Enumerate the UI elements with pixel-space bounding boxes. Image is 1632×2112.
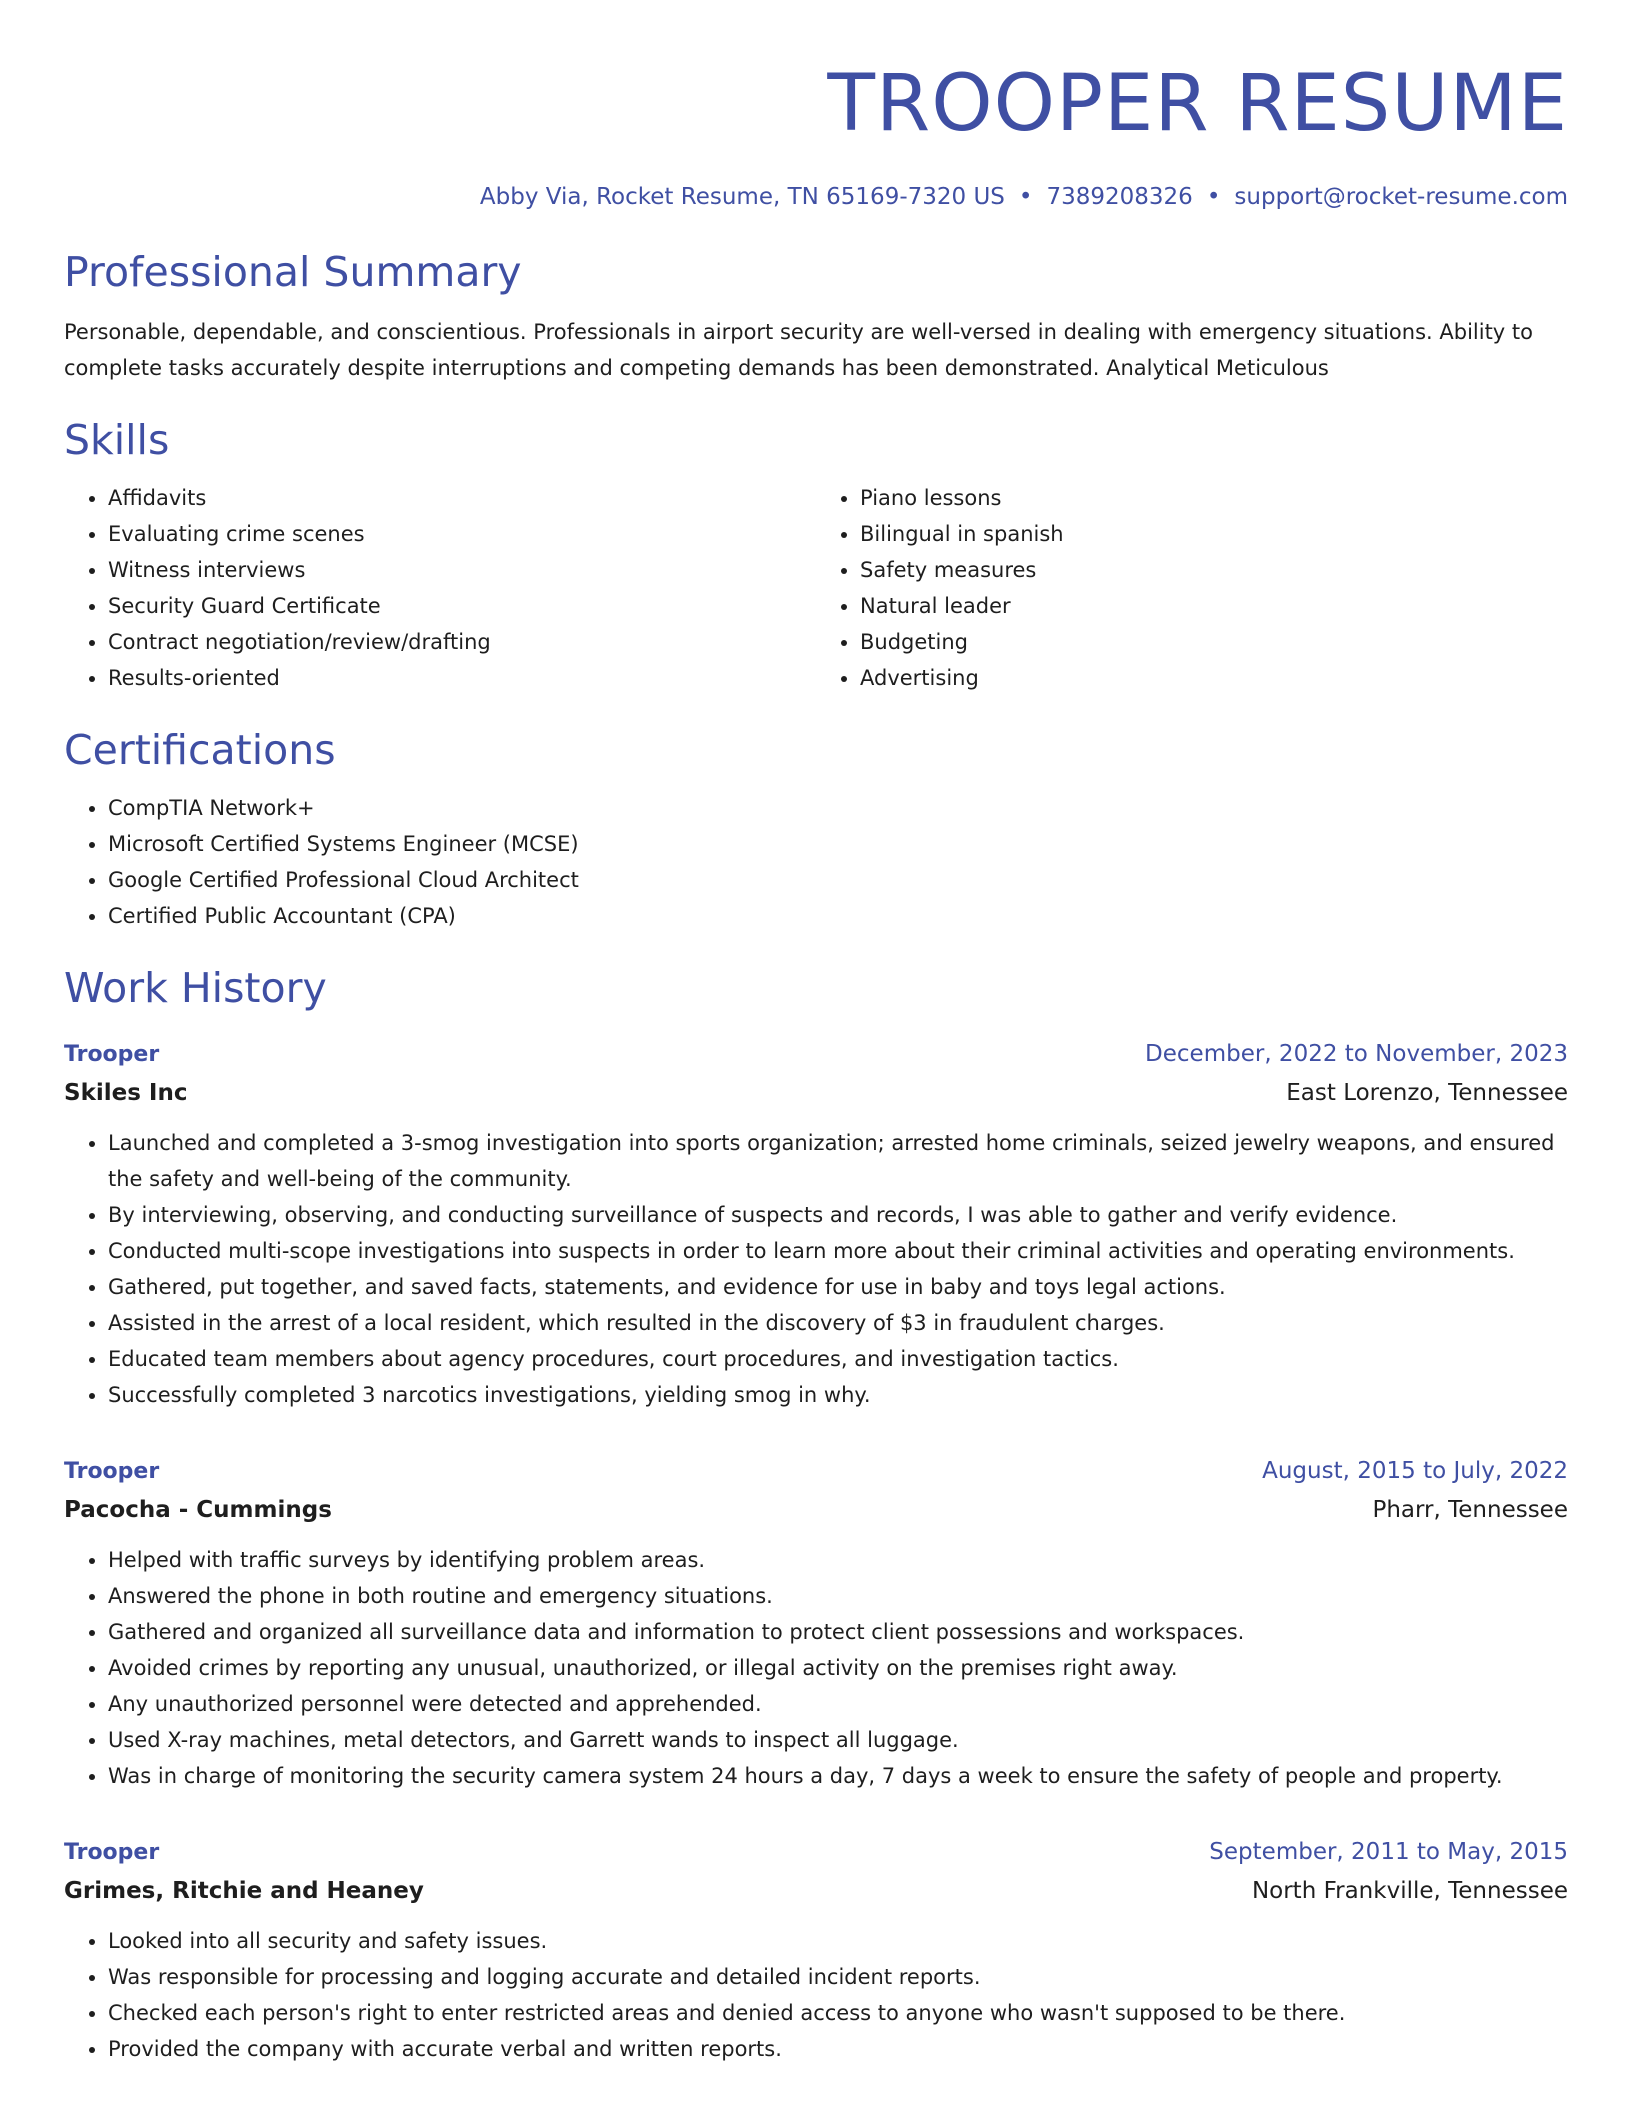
job-header-row [64, 1036, 1568, 1073]
contact-separator: • [1018, 184, 1033, 210]
skills-columns [64, 480, 1568, 696]
skills-heading: Skills [64, 416, 170, 464]
skill-item: • Natural leader [860, 588, 1568, 624]
job-bullets [64, 1923, 1568, 2067]
job-bullet: • Assisted in the arrest of a local resident, which resulted in the discovery of $3 in fraudulent charges. [108, 1305, 1568, 1341]
job-entry [64, 1834, 1568, 2067]
skills-list-left [64, 480, 816, 696]
job-bullets [64, 1125, 1568, 1413]
certification-item: • Google Certified Professional Cloud Architect [108, 862, 1568, 898]
contact-email[interactable]: support@rocket-resume.com [1234, 184, 1568, 210]
job-bullet: • Gathered and organized all surveillance data and information to protect client possessions and workspaces. [108, 1614, 1568, 1650]
job-bullet: • Provided the company with accurate verbal and written reports. [108, 2031, 1568, 2067]
certification-item: • CompTIA Network+ [108, 790, 1568, 826]
job-location: North Frankville, Tennessee [1251, 1878, 1568, 1904]
certification-item: • Certified Public Accountant (CPA) [108, 898, 1568, 934]
contact-address: Abby Via, Rocket Resume, TN 65169-7320 US [479, 184, 1005, 210]
skill-item: • Results-oriented [108, 660, 816, 696]
job-bullet: • Educated team members about agency procedures, court procedures, and investigation tactics. [108, 1341, 1568, 1377]
job-dates: September, 2011 to May, 2015 [1209, 1839, 1568, 1865]
skill-item: • Evaluating crime scenes [108, 516, 816, 552]
job-header-row [64, 1834, 1568, 1871]
certification-item: • Microsoft Certified Systems Engineer (MCSE) [108, 826, 1568, 862]
job-company: Pacocha - Cummings [64, 1497, 332, 1523]
job-company: Skiles Inc [64, 1080, 188, 1106]
contact-phone: 7389208326 [1046, 184, 1193, 210]
skill-item: • Security Guard Certificate [108, 588, 816, 624]
job-dates: August, 2015 to July, 2022 [1262, 1458, 1568, 1484]
summary-text: Personable, dependable, and conscientious. Professionals in airport security are well-versed in dealing with emergency situations. Ability to complete tasks accurately despite interruptions and competing demands has been demonstrated. Analytical Meticulous [64, 320, 1533, 380]
job-bullet: • Used X-ray machines, metal detectors, and Garrett wands to inspect all luggage. [108, 1722, 1568, 1758]
job-bullet: • Checked each person's right to enter restricted areas and denied access to anyone who wasn't supposed to be there. [108, 1995, 1568, 2031]
skill-item: • Safety measures [860, 552, 1568, 588]
job-dates: December, 2022 to November, 2023 [1145, 1041, 1568, 1067]
skill-item: • Witness interviews [108, 552, 816, 588]
job-location: Pharr, Tennessee [1372, 1497, 1568, 1523]
job-bullet: • Was responsible for processing and logging accurate and detailed incident reports. [108, 1959, 1568, 1995]
skill-item: • Affidavits [108, 480, 816, 516]
work-history-heading: Work History [64, 964, 327, 1012]
skill-item: • Contract negotiation/review/drafting [108, 624, 816, 660]
job-bullet: • Avoided crimes by reporting any unusual, unauthorized, or illegal activity on the premises right away. [108, 1650, 1568, 1686]
job-entry [64, 1036, 1568, 1413]
certifications-list [64, 790, 1568, 934]
job-bullet: • Any unauthorized personnel were detected and apprehended. [108, 1686, 1568, 1722]
resume-title: TROOPER RESUME [827, 59, 1568, 149]
job-bullet: • Launched and completed a 3-smog investigation into sports organization; arrested home criminals, seized jewelry weapons, and ensured the safety and well-being of the community. [108, 1125, 1568, 1197]
job-company-row [64, 1871, 1568, 1911]
job-entry [64, 1453, 1568, 1794]
skill-item: • Budgeting [860, 624, 1568, 660]
job-title: Trooper [64, 1459, 160, 1484]
skill-item: • Advertising [860, 660, 1568, 696]
job-bullet: • Successfully completed 3 narcotics investigations, yielding smog in why. [108, 1377, 1568, 1413]
job-company-row [64, 1490, 1568, 1530]
job-title: Trooper [64, 1840, 160, 1865]
job-location: East Lorenzo, Tennessee [1286, 1080, 1568, 1106]
job-bullets [64, 1542, 1568, 1794]
certifications-heading: Certifications [64, 726, 336, 774]
job-bullet: • Helped with traffic surveys by identifying problem areas. [108, 1542, 1568, 1578]
job-title: Trooper [64, 1042, 160, 1067]
job-bullet: • Gathered, put together, and saved facts, statements, and evidence for use in baby and toys legal actions. [108, 1269, 1568, 1305]
job-header-row [64, 1453, 1568, 1490]
contact-separator: • [1206, 184, 1221, 210]
skill-item: • Bilingual in spanish [860, 516, 1568, 552]
resume-page [64, 0, 1568, 2067]
job-bullet: • Looked into all security and safety issues. [108, 1923, 1568, 1959]
job-bullet: • Conducted multi-scope investigations into suspects in order to learn more about their criminal activities and operating environments. [108, 1233, 1568, 1269]
skills-list-right [816, 480, 1568, 696]
job-company: Grimes, Ritchie and Heaney [64, 1878, 424, 1904]
job-bullet: • Answered the phone in both routine and emergency situations. [108, 1578, 1568, 1614]
skill-item: • Piano lessons [860, 480, 1568, 516]
job-bullet: • Was in charge of monitoring the security camera system 24 hours a day, 7 days a week to ensure the safety of people and property. [108, 1758, 1568, 1794]
contact-line [64, 180, 1568, 214]
job-bullet: • By interviewing, observing, and conducting surveillance of suspects and records, I was able to gather and verify evidence. [108, 1197, 1568, 1233]
summary-heading: Professional Summary [64, 248, 522, 296]
job-company-row [64, 1073, 1568, 1113]
